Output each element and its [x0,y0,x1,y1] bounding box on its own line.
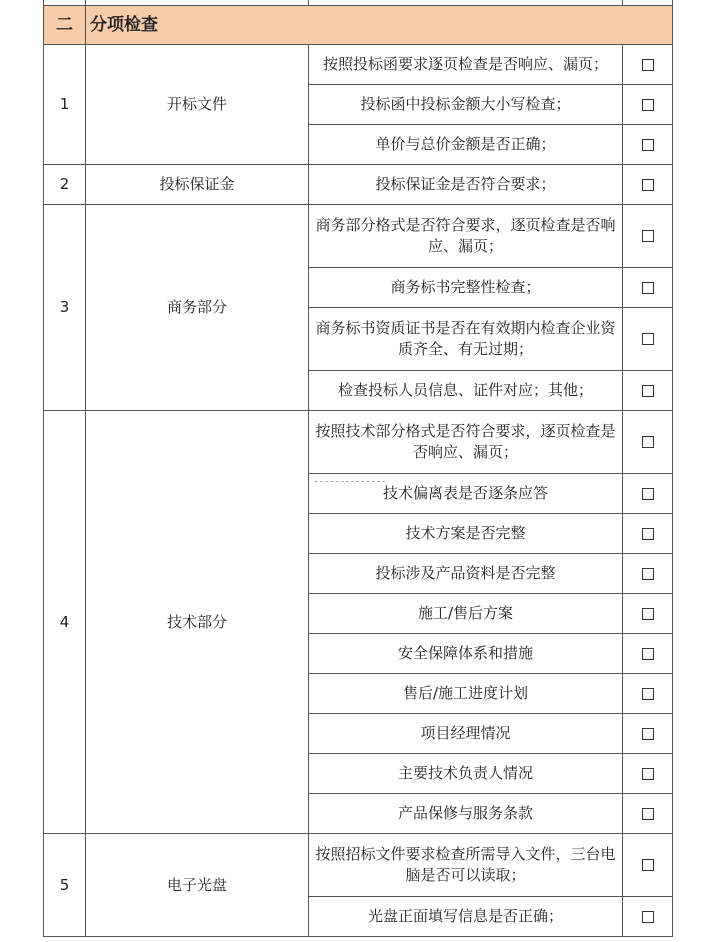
check-item-text: 检查投标人员信息、证件对应；其他； [309,371,623,411]
check-item-text: 项目经理情况 [309,714,623,754]
section-number: 二 [44,6,86,45]
checklist-row [44,45,673,85]
check-item-text: 商务标书完整性检查； [309,268,623,308]
check-item-text: 投标函中投标金额大小写检查； [309,85,623,125]
check-item-text: 商务部分格式是否符合要求，逐页检查是否响应、漏页； [309,205,623,268]
checkbox[interactable] [642,648,654,660]
checklist-row [44,834,673,897]
category-name: 商务部分 [86,205,309,411]
checkbox[interactable] [642,59,654,71]
section-header-row [44,6,673,45]
check-item-text: 单价与总价金额是否正确； [309,125,623,165]
checkbox-cell [623,411,673,474]
checkbox[interactable] [642,608,654,620]
checkbox-cell [623,474,673,514]
checklist-row [44,165,673,205]
checkbox[interactable] [642,528,654,540]
checklist-row [44,411,673,474]
checkbox-cell [623,834,673,897]
checkbox[interactable] [642,911,654,923]
checkbox-cell [623,371,673,411]
item-number: 1 [44,45,86,165]
checklist-table [43,0,673,937]
checkbox[interactable] [642,488,654,500]
checkbox-cell [623,205,673,268]
checkbox-cell [623,754,673,794]
item-number: 2 [44,165,86,205]
checkbox-cell [623,794,673,834]
checkbox[interactable] [642,179,654,191]
check-item-text: 按照投标函要求逐页检查是否响应、漏页； [309,45,623,85]
checkbox[interactable] [642,436,654,448]
check-item-text: 技术偏离表是否逐条应答 [309,474,623,514]
checkbox-cell [623,125,673,165]
checkbox-cell [623,674,673,714]
checkbox[interactable] [642,808,654,820]
checkbox-cell [623,514,673,554]
checkbox-cell [623,85,673,125]
checkbox-cell [623,45,673,85]
category-name: 投标保证金 [86,165,309,205]
checkbox[interactable] [642,139,654,151]
checkbox[interactable] [642,859,654,871]
item-number: 4 [44,411,86,834]
item-number: 5 [44,834,86,937]
stray-dashed-mark [315,481,385,482]
checkbox-cell [623,268,673,308]
checkbox[interactable] [642,230,654,242]
checkbox[interactable] [642,728,654,740]
check-item-text: 光盘正面填写信息是否正确； [309,897,623,937]
checkbox[interactable] [642,688,654,700]
checkbox-cell [623,634,673,674]
check-item-text: 技术方案是否完整 [309,514,623,554]
checkbox-cell [623,165,673,205]
check-item-text: 售后/施工进度计划 [309,674,623,714]
check-item-text: 安全保障体系和措施 [309,634,623,674]
check-item-text: 产品保修与服务条款 [309,794,623,834]
checkbox[interactable] [642,282,654,294]
check-item-text: 商务标书资质证书是否在有效期内检查企业资质齐全、有无过期； [309,308,623,371]
checkbox-cell [623,554,673,594]
item-number: 3 [44,205,86,411]
check-item-text: 投标保证金是否符合要求； [309,165,623,205]
category-name: 电子光盘 [86,834,309,937]
checklist-row [44,205,673,268]
check-item-text: 按照技术部分格式是否符合要求，逐页检查是否响应、漏页； [309,411,623,474]
checkbox-cell [623,308,673,371]
checkbox[interactable] [642,568,654,580]
check-item-text: 主要技术负责人情况 [309,754,623,794]
checkbox[interactable] [642,385,654,397]
category-name: 技术部分 [86,411,309,834]
checkbox-cell [623,897,673,937]
check-item-text: 施工/售后方案 [309,594,623,634]
checkbox-cell [623,594,673,634]
check-item-text: 投标涉及产品资料是否完整 [309,554,623,594]
section-title: 分项检查 [86,6,673,45]
checkbox[interactable] [642,768,654,780]
category-name: 开标文件 [86,45,309,165]
checkbox[interactable] [642,99,654,111]
checkbox-cell [623,714,673,754]
check-item-text: 按照招标文件要求检查所需导入文件，三台电脑是否可以读取； [309,834,623,897]
checkbox[interactable] [642,333,654,345]
